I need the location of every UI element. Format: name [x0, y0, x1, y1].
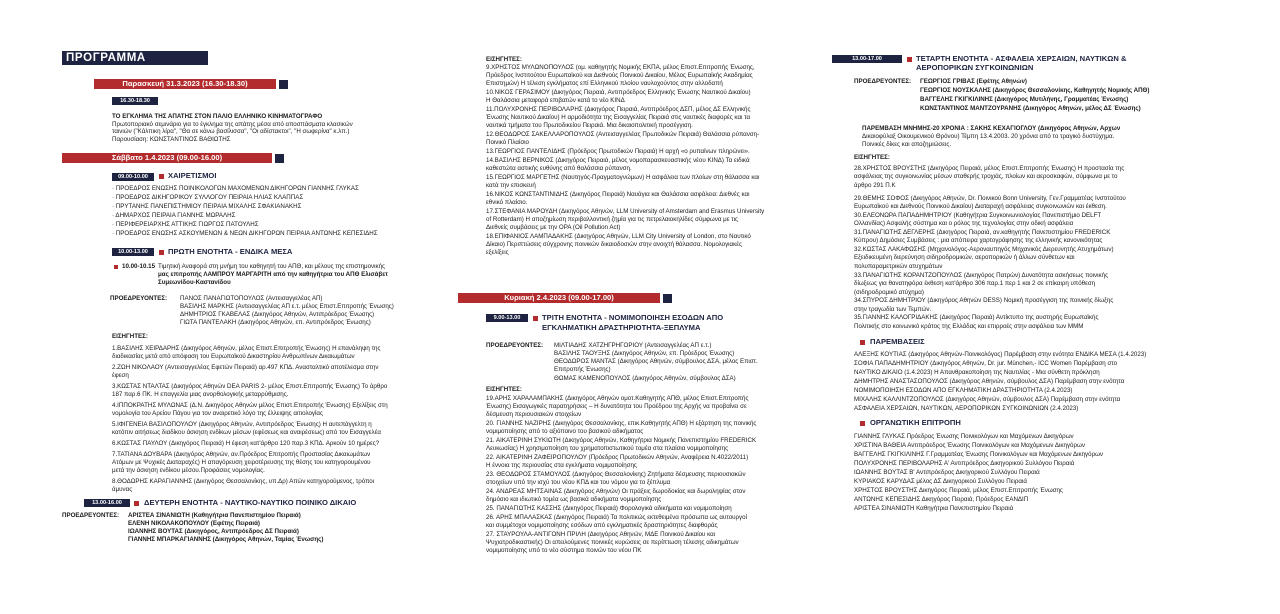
speaker-line: Πολιτικής στο κοινωνικό κράτος της Ελλάδας και επιρροές στην ασφάλεια των ΜΜΜ: [854, 323, 1084, 330]
chair-item: ΓΕΩΡΓΙΟΣ ΓΡΙΒΑΣ (Εφέτης Αθηνών): [920, 78, 1027, 85]
speaker-line: ασφάλειας της συγκοινωνίας μέσων σταθερής τροχιάς, πλοίων και αεροσκαφών, σύμφωνα με το: [854, 173, 1118, 180]
speaker-line: 6.ΚΩΣΤΑΣ ΠΑΥΛΟΥ (Δικηγόρος Πειραιά) Η έφεση κατ'άρθρο 120 παρ.3 ΚΠΔ. Αρκούν 10 ημέρες?: [112, 440, 380, 447]
memorial-line2: Δικαιοφύλαξ Οικουμενικού Θρόνου) Τέμπη 13.4.2003. 20 χρόνια από το τραγικό δυστύχημα.: [862, 133, 1115, 140]
intervention-line: ΝΟΜΙΜΟΠΟΙΗΣΗ ΕΣΟΔΩΝ ΑΠΟ ΕΓΚΛΗΜΑΤΙΚΗ ΔΡΑΣΤΗΡΙΟΤΗΤΑ (2.4.2023): [854, 387, 1073, 394]
section-marker-icon: [860, 421, 865, 426]
committee-member: ΧΡΙΣΤΙΝΑ ΒΑΘΕΙΑ Αντιπρόεδρος Ένωσης Ποινικολόγων και Μαχόμενων Δικηγόρων: [854, 442, 1085, 449]
interventions-title: ΠΑΡΕΜΒΑΣΕΙΣ: [870, 337, 925, 346]
committee-member: ΑΡΙΣΤΕΑ ΣΙΝΑΝΙΩΤΗ Καθηγήτρια Πανεπιστημίου Πειραιά: [854, 505, 1014, 512]
speaker-line: στοιχείων υπό την ισχύ του νέου ΚΠΔ και του νόμου για το ξέπλυμα: [486, 479, 671, 486]
speaker-line: 10.ΝΙΚΟΣ ΓΕΡΑΣΙΜΟΥ (Δικηγόρος Πειραιά, Αντιπρόεδρος Ελληνικής Ένωσης Ναυτικού Δικαίου): [486, 89, 751, 96]
speaker-line: 20. ΓΙΑΝΝΗΣ ΝΑΖΙΡΗΣ (Δικηγόρος Θεσσαλονίκης, επικ.Καθηγητής ΑΠΘ) Η εξάρτηση της ποινικής: [486, 420, 757, 427]
speaker-line: πολυπαραμετρικών ατυχημάτων: [854, 263, 943, 270]
committee-member: ΚΥΡΙΑΚΟΣ ΚΑΡΥΔΑΣ μέλος ΔΣ Δικηγορικού Συλλόγου Πειραιά: [854, 478, 1027, 485]
section-marker-icon: [533, 316, 538, 321]
speaker-line: 18.ΕΠΙΦΑΝΙΟΣ ΛΑΜΠΑΔΑΚΗΣ (Δικηγόρος Αθηνών, LLM City University of London, στο Ναυτικό: [486, 233, 751, 240]
greeting-item: · ΠΡΟΕΔΡΟΣ ΕΝΩΣΗΣ ΠΟΙΝΙΚΟΛΟΓΩΝ ΜΑΧΟΜΕΝΩΝ ΔΙΚΗΓΟΡΩΝ ΓΙΑΝΝΗΣ ΓΛΥΚΑΣ: [112, 185, 359, 192]
speaker-line: Ένωσης) Εισαγωγικές παρατηρήσεις – Η δυνατότητα του Προέδρου της Αρχής να προβαίνει σε: [486, 403, 747, 410]
chair-item: ΓΕΩΡΓΙΟΣ ΝΟΥΣΚΑΛΗΣ (Δικηγόρος Θεσσαλονίκης, Καθηγητής Νομικής ΑΠΘ): [920, 87, 1150, 94]
speaker-line: 12.ΘΕΟΔΩΡΟΣ ΣΑΚΕΛΛΑΡΟΠΟΥΛΟΣ (Αντεισαγγελέας Πρωτοδικών Πειραιά) Θαλάσσια ρύπανση-: [486, 131, 760, 138]
memorial-line3: Ποινικές δίκες και αποζημιώσεις.: [862, 141, 952, 148]
date-square-icon: [663, 294, 672, 303]
speaker-line: 26. ΑΡΗΣ ΜΠΑΛΑΣΚΑΣ (Δικηγόρος Πειραιά) Τα πολιτικώς εκτεθειμένα πρόσωπα ως αυτουργοί: [486, 514, 747, 521]
intervention-line: ΑΛΕΞΗΣ ΚΟΥΤΙΑΣ (Δικηγόρος Αθηνών-Ποινικολόγος) Παρέμβαση στην ενότητα ΕΝΔΙΚΑ ΜΕΣΑ (1.4.2023): [854, 351, 1147, 358]
speaker-line: 5.ΙΦΙΓΕΝΕΙΑ ΒΑΣΙΛΟΠΟΥΛΟΥ (Δικηγόρος Αθηνών, Αντιπρόεδρος Ένωσης) Η αυτεπάγγελτη η: [112, 421, 372, 428]
speaker-line: 29.ΘΕΜΗΣ ΣΟΦΟΣ (Δικηγόρος Αθηνών, Dr. Ποινικού Bonn University, Γεν.Γραμματέας Ινστιτούτου: [854, 195, 1126, 202]
speaker-line: 11.ΠΟΛΥΧΡΟΝΗΣ ΠΕΡΙΒΟΛΑΡΗΣ (Δικηγόρος Πειραιά, Αντιπρόεδρος ΔΣΠ, μέλος ΔΣ Ελληνικής: [486, 106, 751, 113]
speaker-line: 27. ΣΤΑΥΡΟΥΛΑ-ΑΝΤΙΓΟΝΗ ΠΡΙΛΗ (Δικηγόρος Αθηνών, ΜΔΕ Ποινικού Δικαίου και: [486, 531, 716, 538]
speaker-line: Δίκαιο) Περιπτώσεις σύγχρονης ποινικών δικαιοδοσιών στην ανοιχτή θάλασσα. Νομολογιακές: [486, 241, 742, 248]
unit4-title-line2: ΑΕΡΟΠΟΡΙΚΩΝ ΣΥΓΚΟΙΝΩΝΙΩΝ: [916, 63, 1034, 72]
greetings-time-chip: 09.00-10.00: [112, 173, 154, 181]
day1-date-bar: Παρασκευή 31.3.2023 (16.30-18.30): [94, 79, 276, 89]
speaker-line: 7.ΤΑΤΙΑΝΑ ΔΟΥΒΑΡΑ (Δικηγόρος Αθηνών, αν.Πρόεδρος Επιτροπής Προστασίας Δικαιωμάτων: [112, 451, 371, 458]
tribute-line1: Τιμητική Αναφορά στη μνήμη του καθηγητή του ΑΠΘ, και μέλους της επιστημονικής: [158, 263, 386, 270]
speaker-line: μετά την άσκηση ενδίκου μέσου.Προφάσεις νομολογίας.: [112, 467, 265, 474]
speaker-line: δέσμευση περιουσιακών στοιχείων: [486, 411, 582, 418]
unit1-title: ΠΡΩΤΗ ΕΝΟΤΗΤΑ - ΕΝΔΙΚΑ ΜΕΣΑ: [168, 247, 293, 256]
speaker-line: άμυνας: [112, 486, 133, 493]
greeting-item: · ΠΡΟΕΔΡΟΣ ΕΝΩΣΗΣ ΑΣΚΟΥΜΕΝΩΝ & ΝΕΩΝ ΔΙΚΗΓΟΡΩΝ ΠΕΙΡΑΙΑ ΑΝΤΩΝΗΣ ΚΕΠΕΣΙΔΗΣ: [112, 230, 378, 237]
speaker-line: νομιμοποίησης υπό το νέο σύστημα ποινών του νέου ΠΚ: [486, 547, 642, 554]
chair-item: ΒΑΣΙΛΗΣ ΤΑΟΥΞΗΣ (Δικηγόρος Αθηνών, επ. Πρόεδρος Ένωσης): [554, 350, 735, 357]
speaker-line: Επιστημών) Η τέλεση εγκλήματος επί Ελληνικού πλοίου ναυλοχούντος στην αλλοδαπή: [486, 80, 723, 87]
committee-member: ΓΙΑΝΝΗΣ ΓΛΥΚΑΣ Πρόεδρος Ένωσης Ποινικολόγων και Μαχόμενων Δικηγόρων: [854, 433, 1074, 440]
speaker-line: Η έννοια της περιουσίας στα εγκλήματα νομιμοποίησης: [486, 462, 637, 469]
committee-member: ΠΟΛΥΧΡΟΝΗΣ ΠΕΡΙΒΟΛΑΡΗΣ Α' Αντιπρόεδρος Δικηγορικού Συλλόγου Πειραιά: [854, 460, 1075, 467]
speaker-line: 22. ΑΙΚΑΤΕΡΙΝΗ ΖΑΦΕΙΡΟΠΟΥΛΟΥ (Πρόεδρος Πρωτοδικών Αθηνών, Αναφέρεια Ν.4022/2011): [486, 454, 749, 461]
chair-item: ΒΑΣΙΛΗΣ ΜΑΡΚΗΣ (Αντεισαγγελέας ΑΠ ε.τ. μέλος Επιστ.Επιτροπής Ένωσης): [180, 303, 394, 310]
day2-date-bar: Σάββατο 1.4.2023 (09.00-16.00): [62, 153, 272, 163]
speaker-line: 31.ΠΑΝΑΓΙΩΤΗΣ ΔΕΓΛΕΡΗΣ (Δικηγόρος Πειραιά, αν.καθηγητής Πανεπιστημίου FREDERICK: [854, 229, 1111, 236]
speaker-line: 9.ΧΡΗΣΤΟΣ ΜΥΛΩΝΟΠΟΥΛΟΣ (ομ. καθηγητής Νομικής ΕΚΠΑ, μέλος Επιστ.Επιτροπής Ένωσης,: [486, 64, 755, 71]
greeting-item: · ΠΕΡΙΦΕΡΕΙΑΡΧΗΣ ΑΤΤΙΚΗΣ ΓΙΩΡΓΟΣ ΠΑΤΟΥΛΗΣ: [112, 221, 259, 228]
speaker-line: έφεση: [112, 372, 129, 379]
unit2-chairs-label: ΠΡΟΕΔΡΕΥΟΝΤΕΣ:: [62, 512, 120, 519]
speaker-line: Ατόμων με Ψυχικές Διαταραχές) Η απαγόρευση χειροτέρευσης της θέσης του κατηγορουμένου: [112, 459, 371, 466]
speaker-line: (σιδηροδρομικό ατύχημα): [854, 289, 924, 296]
speaker-line: 17.ΣΤΕΦΑΝΙΑ ΜΑΡΟΥΔΗ (Δικηγόρος Αθηνών, LLM University of Amsterdam and Erasmus University: [486, 208, 765, 215]
speaker-line: 28.ΧΡΗΣΤΟΣ ΒΡΟΥΣΤΗΣ (Δικηγόρος Πειραιά, μέλος Επιστ.Επιτροπής Ένωσης) Η προστασία της: [854, 165, 1125, 172]
speaker-line: 23. ΘΕΟΔΩΡΟΣ ΣΤΑΜΟΥΛΟΣ (Δικηγόρος Θεσσαλονίκης) Ζητήματα δέσμευσης περιουσιακών: [486, 471, 746, 478]
speaker-line: Κύπρου) Δημόσιες Συμβάσεις : μια απόπειρα χαρτογράφησης της ελληνικής κανονικότητας: [854, 237, 1103, 244]
speaker-line: 32.ΚΩΣΤΑΣ ΛΑΚΑΦΩΣΗΣ (Μηχανολόγος-Αεροναυπηγός Μηχανικός Διερευνητής Ατυχημάτων): [854, 246, 1114, 253]
date-square-icon: [275, 154, 284, 163]
speaker-line: κατόπιν αιτήσεως διαδίκου άσκηση ενδίκων μέσων (εφέσεως και αναιρέσεως) από τον Εισαγγελέα: [112, 429, 381, 436]
unit1-chairs-label: ΠΡΟΕΔΡΕΥΟΝΤΕΣ:: [110, 295, 168, 302]
intervention-line: ΝΑΥΤΙΚΟ ΔΙΚΑΙΟ (1.4.2023) Η Απανθρακοποίηση της Ναυτιλίας - Μια σύνθετη πρόκληση: [854, 369, 1100, 376]
section-marker-icon: [907, 57, 912, 62]
chair-item: Επιτροπής Ένωσης): [554, 366, 611, 373]
committee-title: ΟΡΓΑΝΩΤΙΚΗ ΕΠΙΤΡΟΠΗ: [870, 418, 961, 427]
speaker-line: καθεστώτα αστικής ευθύνης από θαλάσσια ρύπανση.: [486, 165, 632, 172]
tribute-time: 10.00-10.15: [122, 263, 156, 270]
speaker-line: 14.ΒΑΣΙΛΗΣ ΒΕΡΝΙΚΟΣ (Δικηγόρος Πειραιά, μέλος νομοπαρασκευαστικής νέου ΚΙΝΔ) Τα ειδικά: [486, 157, 750, 164]
speaker-line: εξελίξεις: [486, 249, 509, 256]
day3-date-bar: Κυριακή 2.4.2023 (09.00-17.00): [458, 293, 660, 303]
unit2-chair-item: ΓΙΑΝΝΗΣ ΜΠΑΡΚΑΓΙΑΝΝΗΣ (Δικηγόρος Αθηνών, Ταμίας Ένωσης): [128, 536, 324, 543]
unit2-time-chip: 13.00-16.00: [84, 499, 130, 507]
chair-item: ΔΗΜΗΤΡΙΟΣ ΓΚΑΒΕΛΑΣ (Δικηγόρος Αθηνών, Αντιπρόεδρος Ένωσης): [180, 311, 375, 318]
day1-event-title: ΤΟ ΕΓΚΛΗΜΑ ΤΗΣ ΑΠΑΤΗΣ ΣΤΟΝ ΠΑΛΙΟ ΕΛΛΗΝΙΚΟ ΚΙΝΗΜΑΤΟΓΡΑΦΟ: [112, 113, 323, 120]
greetings-title: ΧΑΙΡΕΤΙΣΜΟΙ: [168, 171, 217, 180]
speaker-line: δημόσιο και ιδιωτικό τομέα ως βασικά αδικήματα νομιμοποίησης: [486, 496, 662, 503]
day1-event-desc2: ταινιών ("Κάλπικη λίρα", "Θα σε κάνω βασίλισσα", "Οι αδίστακτοι", "Η σωφερίνα" κ.λπ.): [112, 128, 350, 135]
program-title: ΠΡΟΓΡΑΜΜΑ: [62, 51, 208, 65]
chair-item: ΘΩΜΑΣ ΚΑΜΕΝΟΠΟΥΛΟΣ (Δικηγόρος Αθηνών, σύμβουλος ΔΣΑ): [554, 375, 736, 382]
section-marker-icon: [134, 501, 139, 506]
unit2-title: ΔΕΥΤΕΡΗ ΕΝΟΤΗΤΑ - ΝΑΥΤΙΚΟ-ΝΑΥΤΙΚΟ ΠΟΙΝΙΚΟ ΔΙΚΑΙΟ: [144, 498, 357, 507]
speaker-line: και συμμέτοχοι νομιμοποίησης εσόδων από εγκληματικές δραστηριότητες διαφθοράς: [486, 522, 718, 529]
memorial-line1: ΠΑΡΕΜΒΑΣΗ ΜΝΗΜΗΣ-20 ΧΡΟΝΙΑ : ΣΑΚΗΣ ΚΕΧΑΓΙΟΓΛΟΥ (Δικηγόρος Αθηνών, Αρχων: [862, 125, 1121, 132]
intervention-line: ΜΙΧΑΛΗΣ ΚΑΛΛΙΝΤΖΟΠΟΥΛΟΣ (Δικηγόρος Αθηνών, σύμβουλος ΔΣΑ) Παρέμβαση στην ενότητα: [854, 396, 1121, 403]
intervention-line: ΑΣΦΑΛΕΙΑ ΧΕΡΣΑΙΩΝ, ΝΑΥΤΙΚΩΝ, ΑΕΡΟΠΟΡΙΚΩΝ ΣΥΓΚΟΙΝΩΝΙΩΝ (2.4.2023): [854, 405, 1079, 412]
unit1-speakers-label: ΕΙΣΗΓΗΤΕΣ:: [112, 333, 148, 340]
tribute-line3: Συμεωνίδου-Καστανίδου: [158, 279, 231, 286]
unit2-chair-item: ΑΡΙΣΤΕΑ ΣΙΝΑΝΙΩΤΗ (Καθηγήτρια Πανεπιστημίου Πειραιά): [128, 512, 301, 519]
speaker-line: νομολογία του Αρείου Πάγου για τον αναιρετικό λόγο της έλλειψης αιτιολογίας: [112, 410, 323, 417]
section-marker-icon: [860, 340, 865, 345]
committee-member: ΙΩΑΝΝΗΣ ΒΟΥΤΑΣ Β' Αντιπρόεδρος Δικηγορικού Συλλόγου Πειραιά: [854, 469, 1040, 476]
speaker-line: 2.ΖΩΗ ΝΙΚΟΛΑΟΥ (Αντεισαγγελέας Εφετών Πειραιά) αρ.497 ΚΠΔ. Ανασταλτικό αποτέλεσμα στην: [112, 364, 379, 371]
speaker-line: 8.ΘΟΔΩΡΗΣ ΚΑΡΑΓΙΑΝΝΗΣ (Δικηγόρος Θεσσαλονίκης, υπ.Δρ) Απών κατηγορούμενος, τρόποι: [112, 478, 375, 485]
committee-member: ΑΝΤΩΝΗΣ ΚΕΠΕΣΙΔΗΣ Δικηγόρος Πειραιά, Πρόεδρος ΕΑΝΔΙΠ: [854, 496, 1029, 503]
unit3-title-line2: ΕΓΚΛΗΜΑΤΙΚΗ ΔΡΑΣΤΗΡΙΟΤΗΤΑ-ΞΕΠΛΥΜΑ: [542, 323, 701, 332]
speaker-line: δίωξεως για θανατηφόρα έκθεση κατ'άρθρο 306 παρ.1 περ 1 και 2 σε επίκαιρη υπόθεση: [854, 280, 1096, 287]
speaker-line: εθνικό πλαίσιο.: [486, 199, 528, 206]
unit4-title-line1: ΤΕΤΑΡΤΗ ΕΝΟΤΗΤΑ - ΑΣΦΑΛΕΙΑ ΧΕΡΣΑΙΩΝ, ΝΑΥΤΙΚΩΝ &: [916, 54, 1127, 63]
speaker-line: Ποινικό Πλαίσιο: [486, 139, 529, 146]
section-marker-icon: [159, 174, 164, 179]
unit4-chairs-label: ΠΡΟΕΔΡΕΥΟΝΤΕΣ:: [854, 78, 912, 85]
tribute-line2: μας επιτροπής ΛΑΜΠΡΟΥ ΜΑΡΓΑΡΙΤΗ από την καθηγήτρια του ΑΠΘ Ελισάβετ: [158, 271, 388, 278]
speaker-line: διαδικασίας μετά από απόφαση του Ευρωπαϊκού Δικαστηρίου Ανθρωπίνων Δικαιωμάτων: [112, 353, 355, 360]
unit4-time-chip: 13.00-17.00: [832, 55, 902, 63]
chair-item: ΚΩΝΣΤΑΝΤΙΝΟΣ ΜΑΝΤΖΟΥΡΑΝΗΣ (Δικηγόρος Αθηνών, μέλος ΔΣ Ένωσης): [920, 105, 1141, 112]
speaker-line: 4.ΙΠΠΟΚΡΑΤΗΣ ΜΥΛΩΝΑΣ (Δ.Ν. Δικηγόρος Αθηνών μέλος Επιστ.Επιτροπής Ένωσης) Εξελίξεις στη: [112, 402, 388, 409]
speaker-line: άρθρο 291 Π.Κ: [854, 182, 896, 189]
speaker-line: Πρόεδρος Ινστιτούτου Ευρωπαϊκού και Διεθνούς Ποινικού Δικαίου, Μέλος Ευρωπαϊκής Ακαδημίας: [486, 72, 753, 79]
day1-event-presenter: Παρουσίαση: ΚΩΝΣΤΑΝΤΙΝΟΣ ΒΑΘΙΩΤΗΣ: [112, 136, 231, 143]
chair-item: ΜΙΛΤΙΑΔΗΣ ΧΑΤΖΗΓΡΗΓΟΡΙΟΥ (Αντεισαγγελέας ΑΠ ε.τ.): [554, 342, 712, 349]
speaker-line: Λευκωσίας) Η χρησιμοποίηση του χρηματοπιστωτικού τομέα στα πλαίσια νομιμοποίησης: [486, 445, 729, 452]
speaker-line: 34.ΣΠΥΡΟΣ ΔΗΜΗΤΡΙΟΥ (Δικηγόρος Αθηνών DESS) Νομική προσέγγιση της ποινικής δίωξης: [854, 297, 1114, 304]
speaker-line: 1.ΒΑΣΙΛΗΣ ΧΕΙΡΔΑΡΗΣ (Δικηγόρος Αθηνών, μέλος Επιστ.Επιτροπής Ένωσης) Η επανάληψη της: [112, 345, 381, 352]
chair-item: ΓΙΩΤΑ ΠΑΝΤΕΛΑΚΗ (Δικηγόρος Αθηνών, επ. Αντιπρόεδρος Ένωσης): [180, 319, 371, 326]
speaker-line: 24. ΑΝΔΡΕΑΣ ΜΗΤΣΑΙΝΑΣ (Δικηγόρος Αθηνών) Οι πράξεις δωροδοκίας και δωροληψίας στον: [486, 488, 746, 495]
unit2-chair-item: ΕΛΕΝΗ ΝΙΚΟΛΑΚΟΠΟΥΛΟΥ (Εφέτης Πειραιά): [128, 520, 260, 527]
day1-event-desc1: Πρωτοποριακό σεμινάριο για το έγκλημα της απάτης μέσα από αποσπάσματα κλασικών: [112, 121, 353, 128]
speaker-line: Εξειδικευμένη διερεύνηση σιδηροδρομικών, αεροπορικών ή άλλων σύνθετων και: [854, 254, 1075, 261]
unit3-chairs-label: ΠΡΟΕΔΡΕΥΟΝΤΕΣ:: [486, 342, 544, 349]
speaker-line: of Rotterdam) Η αποζημίωση περιβαλλοντική ζημία για τις πετρελαιοκηλίδες σύμφωνα με τις: [486, 216, 738, 223]
speaker-line: 33.ΠΑΝΑΓΙΩΤΗΣ ΚΟΡΑΝΤΖΟΠΟΥΛΟΣ (Δικηγόρος Πατρών) Δυνατότητα ασκήσεως ποινικής: [854, 272, 1109, 279]
speaker-line: 19.ΑΡΗΣ ΧΑΡΑΛΑΜΠΑΚΗΣ (Δικηγόρος Αθηνών ομοτ.Καθηγητής ΑΠΘ, μέλος Επιστ.Επιτροπής: [486, 395, 749, 402]
speaker-line: ναυτικά τμήματα του Πρωτοδικείου Πειραιά. Μια δικαιοπολιτική προσέγγιση.: [486, 122, 693, 129]
unit2-chair-item: ΙΩΑΝΝΗΣ ΒΟΥΤΑΣ (Δικηγόρος, Αντιπρόεδρος ΔΣ Πειραιά): [128, 528, 299, 535]
speaker-line: 25. ΠΑΝΑΓΙΩΤΗΣ ΚΑΣΣΗΣ (Δικηγόρος Πειραιά) Φορολογικά αδικήματα και νομιμοποίηση: [486, 505, 732, 512]
speaker-line: 21. ΑΙΚΑΤΕΡΙΝΗ ΣΥΚΙΩΤΗ (Δικηγόρος Αθηνών, Καθηγήτρια Νομικής Πανεπιστημίου FREDERICK: [486, 437, 757, 444]
unit4-speakers-label: ΕΙΣΗΓΗΤΕΣ:: [854, 154, 890, 161]
speaker-line: Διεθνείς συμβάσεις με την OPA (Oil Pollution Act): [486, 224, 621, 231]
speaker-line: Ψυχιατροδικαστικής) Οι απειλούμενες ποινικές κυρώσεις σε περίπτωση τέλεσης αδικημάτων: [486, 539, 739, 546]
date-square-icon: [279, 80, 288, 89]
unit3-speakers-label: ΕΙΣΗΓΗΤΕΣ:: [486, 386, 522, 393]
tribute-marker-icon: [114, 265, 118, 269]
speaker-line: 187 παρ.6 ΠΚ. Η επαγγελία μιας ανορθολογικής μεταρρύθμισης.: [112, 391, 289, 398]
speaker-line: 13.ΓΕΩΡΓΙΟΣ ΠΑΝΤΕΛΙΔΗΣ (Πρόεδρος Πρωτοδικών Πειραιά) Η αρχή «ο ρυπαίνων πληρώνει».: [486, 148, 750, 155]
col2-speakers-label: ΕΙΣΗΓΗΤΕΣ:: [486, 56, 522, 63]
speaker-line: κατά την επισκευή: [486, 182, 536, 189]
intervention-line: ΣΟΦΙΑ ΠΑΠΑΔΗΜΗΤΡΙΟΥ (Δικηγόρος Αθηνών, Dr. jur. München,- ICC Women Παρέμβαση στο: [854, 360, 1118, 367]
speaker-line: 3.ΚΩΣΤΑΣ ΝΤΑΛΤΑΣ (Δικηγόρος Αθηνών DEA PARIS 2- μέλος Επιστ.Επιτροπής Ένωσης) Το άρθρο: [112, 383, 388, 390]
chair-item: ΘΕΟΔΩΡΟΣ ΜΑΝΤΑΣ (Δικηγόρος Αθηνών, σύμβουλος ΔΣΑ, μέλος Επιστ.: [554, 358, 758, 365]
committee-member: ΒΑΓΓΕΛΗΣ ΓΚΙΓΚΙΛΙΝΗΣ Γ.Γραμματέας Ένωσης Ποινικολόγων και Μαχόμενων Δικηγόρων: [854, 451, 1104, 458]
speaker-line: Η Θαλάσσια μεταφορά επιβατών κατά το νέο ΚΙΝΔ: [486, 97, 625, 104]
unit3-time-chip: 9.00-13.00: [486, 314, 528, 322]
speaker-line: 16.ΝΙΚΟΣ ΚΩΝΣΤΑΝΤΙΝΙΔΗΣ (Δικηγόρος Πειραιά) Ναυάγια και Θαλάσσια ασφάλεια: Διεθνές και: [486, 191, 750, 198]
speaker-line: νομιμοποίησης από το αξιόποινο του βασικού αδικήματος: [486, 428, 644, 435]
speaker-line: Ένωσης Ναυτικού Δικαίου) Η αρμοδιότητα της Εισαγγελίας Πειραιά στις ναυτικές διαφορές και τα: [486, 114, 751, 121]
intervention-line: ΔΗΜΗΤΡΗΣ ΑΝΑΣΤΑΣΟΠΟΥΛΟΣ (Δικηγόρος Αθηνών, σύμβουλος ΔΣΑ) Παρέμβαση στην ενότητα: [854, 378, 1125, 385]
speaker-line: Ευρωπαϊκού και Διεθνούς Ποινικού Δικαίου) Διαταραχή ασφάλειας συγκοινωνιών και έκθεση.: [854, 203, 1107, 210]
greeting-item: · ΔΗΜΑΡΧΟΣ ΠΕΙΡΑΙΑ ΓΙΑΝΝΗΣ ΜΩΡΑΛΗΣ: [112, 212, 236, 219]
chair-item: ΒΑΓΓΕΛΗΣ ΓΚΙΓΚΙΛΙΝΗΣ (Δικηγόρος Μυτιλήνης, Γραμματέας Ένωσης): [920, 96, 1129, 103]
greeting-item: · ΠΡΟΕΔΡΟΣ ΔΙΚΗΓΟΡΙΚΟΥ ΣΥΛΛΟΓΟΥ ΠΕΙΡΑΙΑ ΗΛΙΑΣ ΚΛΑΠΠΑΣ: [112, 194, 304, 201]
greeting-item: · ΠΡΥΤΑΝΗΣ ΠΑΝΕΠΙΣΤΗΜΙΟΥ ΠΕΙΡΑΙΑ ΜΙΧΑΛΗΣ ΣΦΑΚΙΑΝΑΚΗΣ: [112, 203, 302, 210]
speaker-line: 15.ΓΕΩΡΓΙΟΣ ΜΑΡΓΕΤΗΣ (Ναυτηγός-Πραγματογνώμων) Η ασφάλεια των πλοίων στη θάλασσα και: [486, 174, 760, 181]
unit1-time-chip: 10.00-13.00: [112, 248, 154, 256]
day1-time-chip: 16.30-18.30: [112, 97, 158, 105]
section-marker-icon: [159, 250, 164, 255]
speaker-line: στην τραγωδία των Τεμπών.: [854, 306, 932, 313]
committee-member: ΧΡΗΣΤΟΣ ΒΡΟΥΣΤΗΣ Δικηγόρος Πειραιά, μέλος Επιστ.Επιτροπής Ένωσης: [854, 487, 1063, 494]
unit3-title-line1: ΤΡΙΤΗ ΕΝΟΤΗΤΑ - ΝΟΜΙΜΟΠΟΙΗΣΗ ΕΣΟΔΩΝ ΑΠΟ: [542, 313, 724, 322]
speaker-line: 30.ΕΛΕΟΝΩΡΑ ΠΑΠΑΔΗΜΗΤΡΙΟΥ (Καθηγήτρια Συγκοινωνιολογίας Πανεπιστήμιο DELFT: [854, 212, 1102, 219]
speaker-line: Ολλανδίας) Ασφαλής σύστημα και ο ρόλος της τεχνολογίας στην οδική ασφάλεια: [854, 220, 1074, 227]
chair-item: ΠΑΝΟΣ ΠΑΝΑΓΙΩΤΟΠΟΥΛΟΣ (Αντεισαγγελέας ΑΠ): [180, 295, 323, 302]
speaker-line: 35.ΓΙΑΝΝΗΣ ΚΑΛΟΓΡΙΔΑΚΗΣ (Δικηγόρος Πειραιά) Αντίκτυπο της αυστηρής Ευρωπαϊκής: [854, 314, 1099, 321]
